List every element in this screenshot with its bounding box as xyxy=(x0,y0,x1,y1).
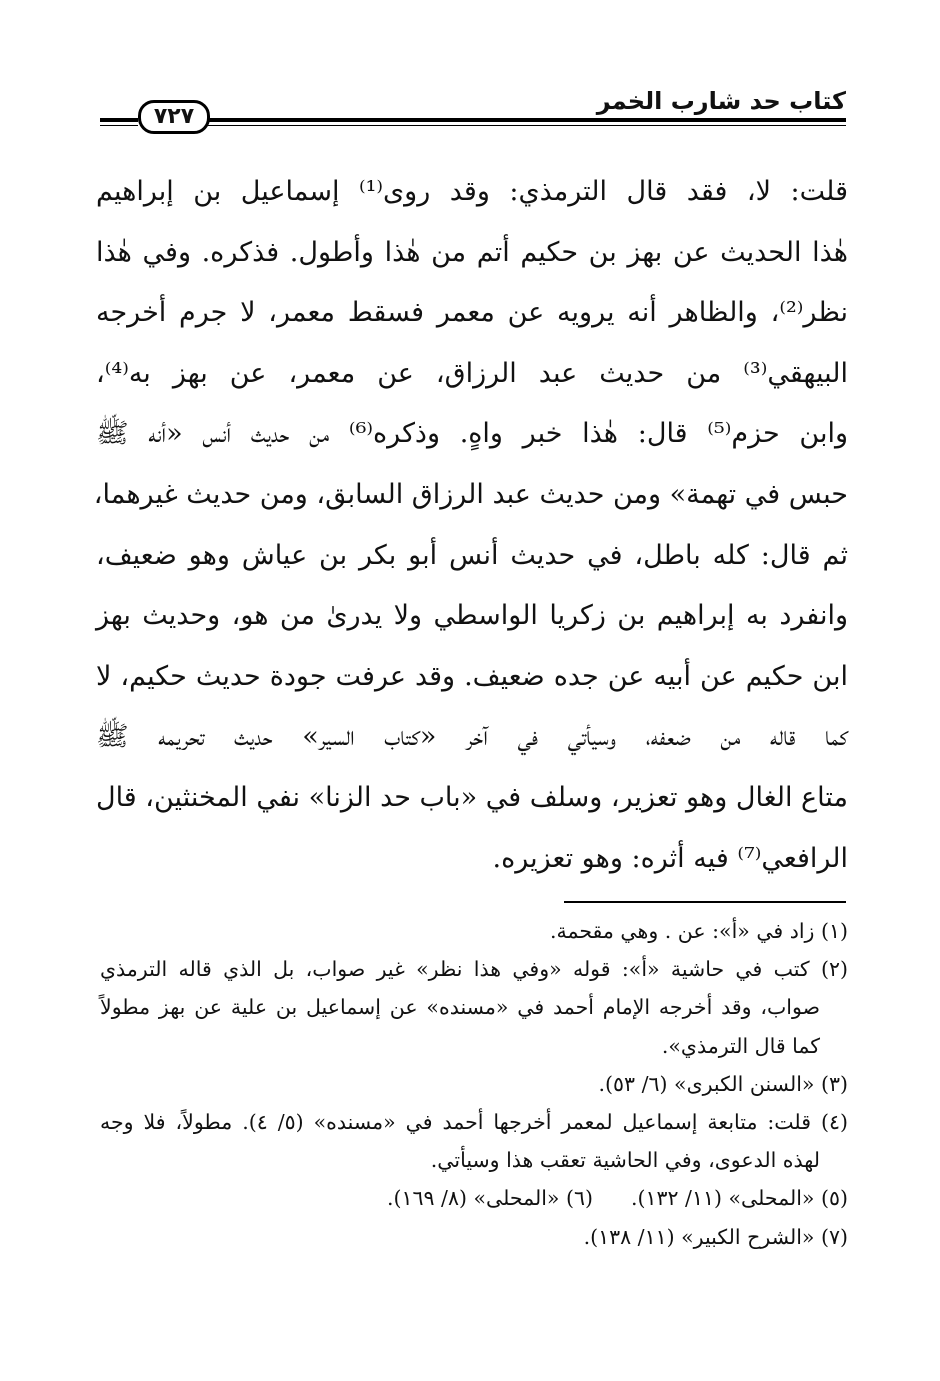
footnote-2-cont: كما قال الترمذي». xyxy=(661,1033,820,1058)
body-line: كما قاله من ضعفه، وسيأتي في آخر «كتاب السير» حديث تحريمه ﷺ xyxy=(96,721,848,753)
page-number: ٧٢٧ xyxy=(138,100,210,134)
footnote-5: (٥) «المحلى» (١١/ ١٣٢). xyxy=(630,1186,848,1211)
body-line: ثم قال: كله باطل، في حديث أنس أبو بكر بن عياش وهو ضعيف، xyxy=(96,539,848,571)
body-line: متاع الغال وهو تعزير، وسلف في «باب حد الزنا» نفي المخنثين، قال xyxy=(95,781,848,813)
running-header xyxy=(100,86,846,130)
body-line: قلت: لا، فقد قال الترمذي: وقد روى⁽¹⁾ إسماعيل بن إبراهيم xyxy=(96,176,848,207)
body-line: الرافعي⁽⁷⁾ فيه أثره: وهو تعزيره. xyxy=(492,842,848,874)
footnote-4: (٤) قلت: متابعة إسماعيل لمعمر أخرجها أحمد في «مسنده» (٥/ ٤). مطولاً، فلا وجه xyxy=(100,1109,849,1134)
footnote-1: (١) زاد في «أ»: عن . وهي مقحمة. xyxy=(549,919,848,943)
footnotes xyxy=(100,912,848,1256)
footnote-2-cont: صواب، وقد أخرجه الإمام أحمد في «مسنده» عن إسماعيل بن علية عن بهز مطولاً xyxy=(100,995,820,1020)
header-rule-thin xyxy=(208,125,846,126)
body-line: ابن حكيم عن أبيه عن جده ضعيف. وقد عرفت جودة حديث حكيم، لا xyxy=(96,660,848,692)
footnote-3: (٣) «السنن الكبرى» (٦/ ٥٣). xyxy=(598,1071,848,1096)
main-text xyxy=(93,162,848,889)
body-line: حبس في تهمة» ومن حديث عبد الرزاق السابق، ومن حديث غيرهما، xyxy=(93,478,848,510)
header-rule-thick xyxy=(208,118,846,122)
body-line: هٰذا الحديث عن بهز بن حكيم أتم من هٰذا وأطول. فذكره. وفي هٰذا xyxy=(96,236,848,268)
header-rule-left-thick xyxy=(100,118,138,122)
header-title: كتاب حد شارب الخمر xyxy=(596,87,846,115)
footnote-separator xyxy=(564,901,846,903)
footnote-6: (٦) «المحلى» (٨/ ١٦٩). xyxy=(386,1186,593,1211)
body-line: وابن حزم⁽⁵⁾ قال: هٰذا خبر واهٍ. وذكره⁽⁶⁾ من حديث أنس «أنه ﷺ xyxy=(96,418,848,450)
header-rule-left-thin xyxy=(100,125,138,126)
footnote-7: (٧) «الشرح الكبير» (١١/ ١٣٨). xyxy=(583,1224,848,1249)
footnote-row-5-6 xyxy=(100,1179,848,1217)
body-line: وانفرد به إبراهيم بن زكريا الواسطي ولا يدرىٰ من هو، وحديث بهز xyxy=(96,600,848,632)
footnote-2: (٢) كتب في حاشية «أ»: قوله «وفي هذا نظر» غير صواب، بل الذي قاله الترمذي xyxy=(100,957,848,982)
footnote-4-cont: لهذه الدعوى، وفي الحاشية تعقب هذا وسيأتي. xyxy=(430,1148,820,1173)
body-line: نظر⁽²⁾، والظاهر أنه يرويه عن معمر فسقط معمر، لا جرم أخرجه xyxy=(96,297,848,329)
body-line: البيهقي⁽³⁾ من حديث عبد الرزاق، عن معمر، عن بهز به⁽⁴⁾، xyxy=(96,357,848,389)
